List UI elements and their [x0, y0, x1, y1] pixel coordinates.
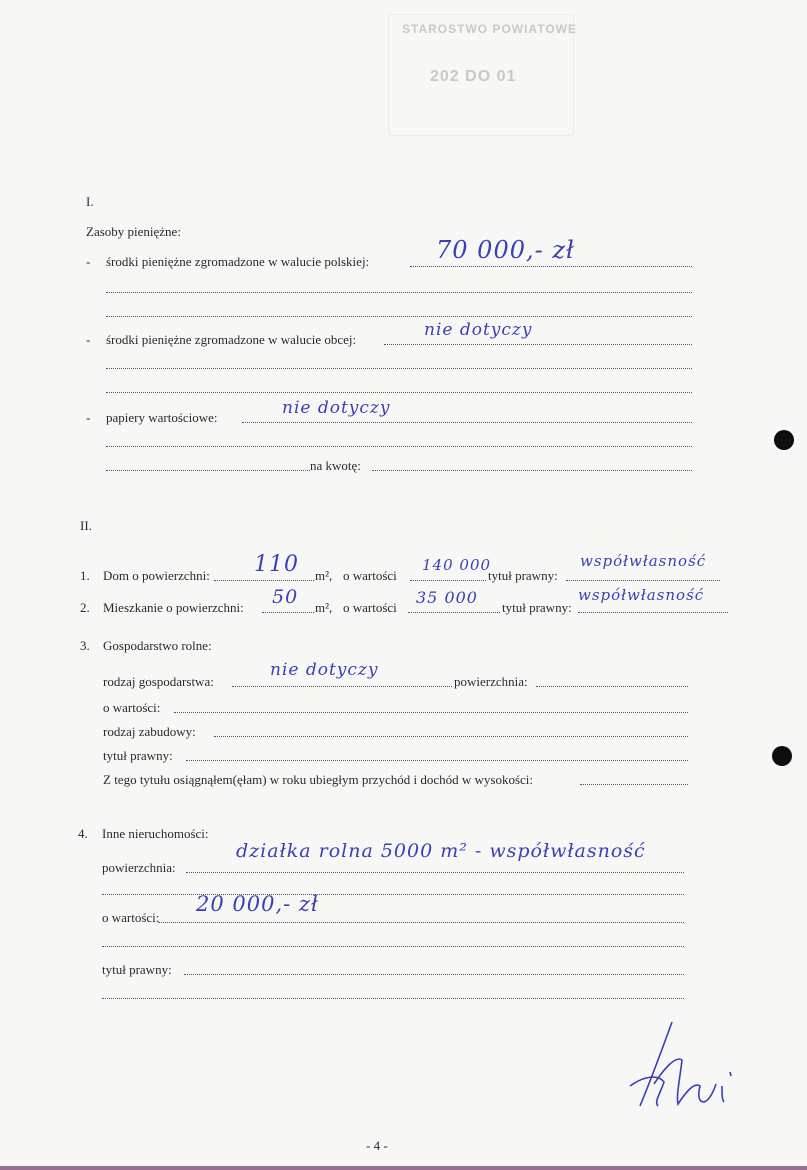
section-1-heading: Zasoby pieniężne:	[86, 224, 181, 239]
dotted-line	[410, 580, 486, 581]
other-property-label: Inne nieruchomości:	[102, 826, 209, 841]
stamp-line-2: 202 DO 01	[430, 68, 517, 85]
flat-title-label: tytuł prawny:	[502, 600, 572, 615]
house-value-label: o wartości	[343, 568, 397, 583]
other-value-label: o wartości:	[102, 910, 160, 925]
dotted-line	[106, 368, 692, 369]
dotted-line	[566, 580, 720, 581]
dotted-line	[580, 784, 688, 785]
flat-value-label: o wartości	[343, 600, 397, 615]
dotted-line	[102, 998, 684, 999]
scan-edge-strip	[0, 1166, 807, 1170]
amount-label: na kwotę:	[310, 458, 361, 473]
other-value: 20 000,- zł	[196, 892, 319, 916]
dotted-line	[184, 974, 684, 975]
foreign-funds-label: środki pieniężne zgromadzone w walucie obcej:	[106, 332, 357, 347]
securities-label: papiery wartościowe:	[106, 410, 218, 425]
farm-label: Gospodarstwo rolne:	[103, 638, 212, 653]
house-title-value: współwłasność	[580, 552, 707, 570]
dotted-line	[106, 292, 692, 293]
dotted-line	[372, 470, 692, 471]
flat-value: 35 000	[416, 588, 478, 607]
farm-income-label: Z tego tytułu osiągnąłem(ęłam) w roku ubiegłym przychód i dochód w wysokości:	[103, 772, 533, 787]
farm-buildings-label: rodzaj zabudowy:	[103, 724, 196, 739]
dotted-line	[214, 580, 314, 581]
section-2-numeral: II.	[80, 518, 92, 533]
house-value: 140 000	[422, 556, 492, 574]
dotted-line	[232, 686, 452, 687]
handwritten-signature	[624, 1016, 744, 1112]
dotted-line	[578, 612, 728, 613]
dotted-line	[408, 612, 500, 613]
farm-area-label: powierzchnia:	[454, 674, 528, 689]
dotted-line	[102, 894, 684, 895]
pln-funds-label: środki pieniężne zgromadzone w walucie polskiej:	[106, 254, 370, 269]
pln-funds-value: 70 000,- zł	[436, 236, 575, 264]
house-area-unit: m²,	[315, 568, 333, 583]
other-area-label: powierzchnia:	[102, 860, 176, 875]
securities-value: nie dotyczy	[282, 398, 391, 418]
dotted-line	[158, 922, 684, 923]
dotted-line	[102, 946, 684, 947]
item-1-number: 1.	[80, 568, 90, 583]
dotted-line	[106, 316, 692, 317]
dotted-line	[106, 392, 692, 393]
farm-value-label: o wartości:	[103, 700, 161, 715]
stamp-line-1: STAROSTWO POWIATOWE	[402, 22, 577, 36]
bullet: -	[86, 254, 91, 269]
dotted-line	[214, 736, 688, 737]
house-area-label: Dom o powierzchni:	[103, 568, 210, 583]
bullet: -	[86, 332, 91, 347]
house-area-value: 110	[254, 552, 299, 577]
dotted-line	[106, 470, 310, 471]
other-area-value: działka rolna 5000 m² - współwłasność	[236, 840, 646, 862]
foreign-funds-value: nie dotyczy	[424, 320, 533, 340]
item-4-number: 4.	[78, 826, 88, 841]
flat-title-value: współwłasność	[578, 586, 705, 604]
dotted-line	[242, 422, 692, 423]
punch-hole	[774, 430, 794, 450]
house-title-label: tytuł prawny:	[488, 568, 558, 583]
dotted-line	[186, 872, 684, 873]
dotted-line	[262, 612, 314, 613]
page-number: - 4 -	[366, 1138, 388, 1153]
flat-area-label: Mieszkanie o powierzchni:	[103, 600, 244, 615]
dotted-line	[536, 686, 688, 687]
dotted-line	[106, 446, 692, 447]
farm-title-label: tytuł prawny:	[103, 748, 173, 763]
farm-type-label: rodzaj gospodarstwa:	[103, 674, 214, 689]
item-2-number: 2.	[80, 600, 90, 615]
item-3-number: 3.	[80, 638, 90, 653]
dotted-line	[174, 712, 688, 713]
dotted-line	[384, 344, 692, 345]
dotted-line	[186, 760, 688, 761]
dotted-line	[410, 266, 692, 267]
punch-hole	[772, 746, 792, 766]
other-title-label: tytuł prawny:	[102, 962, 172, 977]
farm-type-value: nie dotyczy	[270, 660, 379, 680]
flat-area-unit: m²,	[315, 600, 333, 615]
flat-area-value: 50	[272, 586, 299, 608]
bullet: -	[86, 410, 91, 425]
section-1-numeral: I.	[86, 194, 94, 209]
